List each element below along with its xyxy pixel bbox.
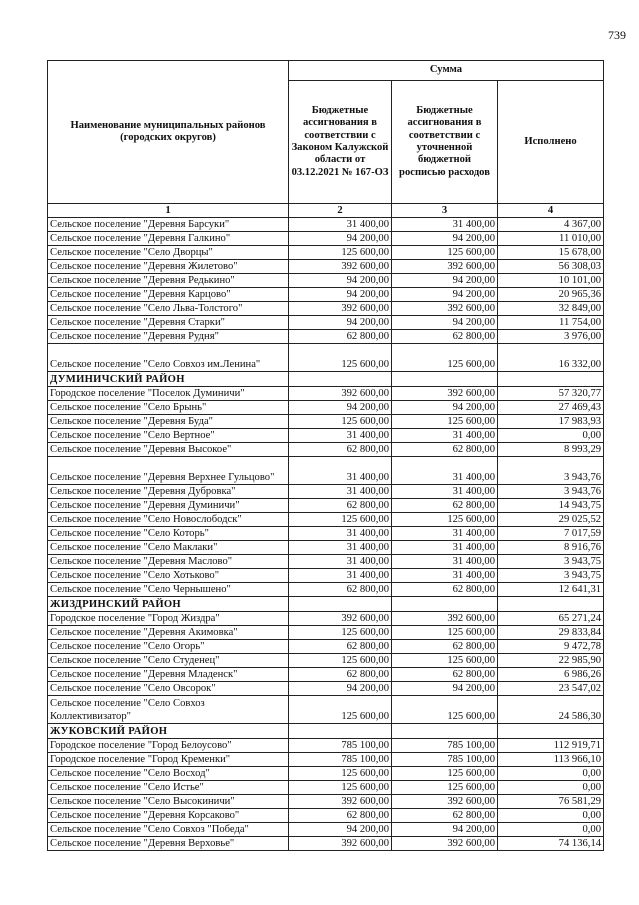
law-allocation-value: 62 800,00 — [289, 499, 392, 513]
table-body — [48, 218, 604, 851]
settlement-name: Сельское поселение "Деревня Буда" — [48, 415, 289, 429]
table-row — [48, 344, 604, 372]
header-summa: Сумма — [289, 61, 604, 81]
executed-value: 24 586,30 — [498, 696, 604, 724]
refined-allocation-value: 785 100,00 — [392, 739, 498, 753]
refined-allocation-value: 392 600,00 — [392, 260, 498, 274]
refined-allocation-value: 125 600,00 — [392, 654, 498, 668]
executed-value: 27 469,43 — [498, 401, 604, 415]
empty-cell — [392, 597, 498, 612]
empty-cell — [289, 724, 392, 739]
settlement-name: Сельское поселение "Деревня Жилетово" — [48, 260, 289, 274]
table-row — [48, 682, 604, 696]
table-row — [48, 218, 604, 232]
table-row — [48, 246, 604, 260]
table-row — [48, 232, 604, 246]
settlement-name: Сельское поселение "Деревня Рудня" — [48, 330, 289, 344]
executed-value: 29 833,84 — [498, 626, 604, 640]
refined-allocation-value: 125 600,00 — [392, 626, 498, 640]
executed-value: 15 678,00 — [498, 246, 604, 260]
table-row — [48, 583, 604, 597]
executed-value: 113 966,10 — [498, 753, 604, 767]
table-row — [48, 274, 604, 288]
table-row — [48, 415, 604, 429]
table-row — [48, 767, 604, 781]
refined-allocation-value: 392 600,00 — [392, 387, 498, 401]
executed-value: 12 641,31 — [498, 583, 604, 597]
settlement-name: Сельское поселение "Село Совхоз Коллективизатор" — [48, 696, 289, 724]
settlement-name: Городское поселение "Поселок Думиничи" — [48, 387, 289, 401]
table-row — [48, 555, 604, 569]
header-refined-allocations: Бюджетные ассигнования в соответствии с уточненной бюджетной росписью расходов — [392, 81, 498, 204]
refined-allocation-value: 392 600,00 — [392, 795, 498, 809]
law-allocation-value: 392 600,00 — [289, 837, 392, 851]
settlement-name: Сельское поселение "Село Которь" — [48, 527, 289, 541]
law-allocation-value: 94 200,00 — [289, 682, 392, 696]
header-law-allocations: Бюджетные ассигнования в соответствии с Законом Калужской области от 03.12.2021 № 167-ОЗ — [289, 81, 392, 204]
empty-cell — [498, 724, 604, 739]
refined-allocation-value: 62 800,00 — [392, 809, 498, 823]
executed-value: 65 271,24 — [498, 612, 604, 626]
settlement-name: Сельское поселение "Село Вертное" — [48, 429, 289, 443]
refined-allocation-value: 785 100,00 — [392, 753, 498, 767]
law-allocation-value: 392 600,00 — [289, 795, 392, 809]
law-allocation-value: 31 400,00 — [289, 541, 392, 555]
executed-value: 20 965,36 — [498, 288, 604, 302]
law-allocation-value: 31 400,00 — [289, 527, 392, 541]
district-section-row — [48, 597, 604, 612]
settlement-name: Сельское поселение "Село Высокиничи" — [48, 795, 289, 809]
settlement-name: Сельское поселение "Село Восход" — [48, 767, 289, 781]
executed-value: 0,00 — [498, 767, 604, 781]
law-allocation-value: 62 800,00 — [289, 809, 392, 823]
executed-value: 32 849,00 — [498, 302, 604, 316]
executed-value: 16 332,00 — [498, 344, 604, 372]
table-row — [48, 626, 604, 640]
settlement-name: Сельское поселение "Село Хотьково" — [48, 569, 289, 583]
table-row — [48, 823, 604, 837]
refined-allocation-value: 94 200,00 — [392, 316, 498, 330]
settlement-name: Сельское поселение "Село Новослободск" — [48, 513, 289, 527]
law-allocation-value: 94 200,00 — [289, 288, 392, 302]
refined-allocation-value: 31 400,00 — [392, 485, 498, 499]
law-allocation-value: 62 800,00 — [289, 330, 392, 344]
table-row — [48, 330, 604, 344]
executed-value: 3 943,76 — [498, 485, 604, 499]
table-row — [48, 541, 604, 555]
law-allocation-value: 62 800,00 — [289, 640, 392, 654]
table-row — [48, 260, 604, 274]
settlement-name: Сельское поселение "Деревня Верховье" — [48, 837, 289, 851]
executed-value: 76 581,29 — [498, 795, 604, 809]
law-allocation-value: 392 600,00 — [289, 387, 392, 401]
column-index: 4 — [498, 204, 604, 218]
executed-value: 7 017,59 — [498, 527, 604, 541]
law-allocation-value: 392 600,00 — [289, 260, 392, 274]
law-allocation-value: 125 600,00 — [289, 626, 392, 640]
refined-allocation-value: 62 800,00 — [392, 583, 498, 597]
refined-allocation-value: 31 400,00 — [392, 541, 498, 555]
table-row — [48, 485, 604, 499]
settlement-name: Сельское поселение "Деревня Старки" — [48, 316, 289, 330]
table-row — [48, 443, 604, 457]
refined-allocation-value: 392 600,00 — [392, 612, 498, 626]
refined-allocation-value: 31 400,00 — [392, 429, 498, 443]
settlement-name: Сельское поселение "Село Совхоз им.Ленина" — [48, 344, 289, 372]
settlement-name: Сельское поселение "Село Истье" — [48, 781, 289, 795]
executed-value: 0,00 — [498, 809, 604, 823]
district-section-row — [48, 372, 604, 387]
settlement-name: Сельское поселение "Село Брынь" — [48, 401, 289, 415]
table-row — [48, 696, 604, 724]
refined-allocation-value: 94 200,00 — [392, 288, 498, 302]
settlement-name: Сельское поселение "Деревня Маслово" — [48, 555, 289, 569]
law-allocation-value: 392 600,00 — [289, 302, 392, 316]
law-allocation-value: 62 800,00 — [289, 583, 392, 597]
table-row — [48, 612, 604, 626]
table-row — [48, 654, 604, 668]
refined-allocation-value: 94 200,00 — [392, 401, 498, 415]
refined-allocation-value: 125 600,00 — [392, 513, 498, 527]
settlement-name: Сельское поселение "Деревня Верхнее Гульцово" — [48, 457, 289, 485]
law-allocation-value: 31 400,00 — [289, 569, 392, 583]
table-row — [48, 387, 604, 401]
executed-value: 8 993,29 — [498, 443, 604, 457]
law-allocation-value: 31 400,00 — [289, 218, 392, 232]
empty-cell — [498, 372, 604, 387]
table-row — [48, 302, 604, 316]
refined-allocation-value: 31 400,00 — [392, 569, 498, 583]
executed-value: 11 010,00 — [498, 232, 604, 246]
settlement-name: Сельское поселение "Деревня Редькино" — [48, 274, 289, 288]
empty-cell — [289, 597, 392, 612]
table-row — [48, 401, 604, 415]
district-name: ЖУКОВСКИЙ РАЙОН — [48, 724, 289, 739]
table-row — [48, 668, 604, 682]
law-allocation-value: 785 100,00 — [289, 739, 392, 753]
settlement-name: Сельское поселение "Село Маклаки" — [48, 541, 289, 555]
refined-allocation-value: 125 600,00 — [392, 246, 498, 260]
executed-value: 112 919,71 — [498, 739, 604, 753]
table-row — [48, 837, 604, 851]
refined-allocation-value: 125 600,00 — [392, 344, 498, 372]
executed-value: 14 943,75 — [498, 499, 604, 513]
settlement-name: Сельское поселение "Село Совхоз "Победа" — [48, 823, 289, 837]
law-allocation-value: 125 600,00 — [289, 654, 392, 668]
settlement-name: Городское поселение "Город Кременки" — [48, 753, 289, 767]
law-allocation-value: 94 200,00 — [289, 316, 392, 330]
law-allocation-value: 31 400,00 — [289, 457, 392, 485]
settlement-name: Сельское поселение "Деревня Карцово" — [48, 288, 289, 302]
settlement-name: Сельское поселение "Деревня Думиничи" — [48, 499, 289, 513]
executed-value: 3 943,75 — [498, 555, 604, 569]
settlement-name: Городское поселение "Город Белоусово" — [48, 739, 289, 753]
refined-allocation-value: 94 200,00 — [392, 682, 498, 696]
executed-value: 11 754,00 — [498, 316, 604, 330]
page-number: 739 — [608, 28, 626, 42]
law-allocation-value: 392 600,00 — [289, 612, 392, 626]
table-row — [48, 569, 604, 583]
table-row — [48, 457, 604, 485]
executed-value: 0,00 — [498, 823, 604, 837]
executed-value: 29 025,52 — [498, 513, 604, 527]
district-section-row — [48, 724, 604, 739]
settlement-name: Сельское поселение "Деревня Младенск" — [48, 668, 289, 682]
executed-value: 57 320,77 — [498, 387, 604, 401]
executed-value: 56 308,03 — [498, 260, 604, 274]
settlement-name: Сельское поселение "Деревня Высокое" — [48, 443, 289, 457]
law-allocation-value: 125 600,00 — [289, 513, 392, 527]
refined-allocation-value: 31 400,00 — [392, 457, 498, 485]
refined-allocation-value: 94 200,00 — [392, 274, 498, 288]
empty-cell — [392, 372, 498, 387]
header-executed: Исполнено — [498, 81, 604, 204]
refined-allocation-value: 62 800,00 — [392, 668, 498, 682]
law-allocation-value: 785 100,00 — [289, 753, 392, 767]
executed-value: 4 367,00 — [498, 218, 604, 232]
column-index: 2 — [289, 204, 392, 218]
law-allocation-value: 125 600,00 — [289, 246, 392, 260]
refined-allocation-value: 392 600,00 — [392, 837, 498, 851]
executed-value: 22 985,90 — [498, 654, 604, 668]
settlement-name: Городское поселение "Город Жиздра" — [48, 612, 289, 626]
refined-allocation-value: 31 400,00 — [392, 527, 498, 541]
executed-value: 9 472,78 — [498, 640, 604, 654]
refined-allocation-value: 125 600,00 — [392, 781, 498, 795]
executed-value: 0,00 — [498, 781, 604, 795]
table-row — [48, 753, 604, 767]
table-row — [48, 429, 604, 443]
refined-allocation-value: 94 200,00 — [392, 823, 498, 837]
table-row — [48, 288, 604, 302]
law-allocation-value: 94 200,00 — [289, 274, 392, 288]
law-allocation-value: 94 200,00 — [289, 401, 392, 415]
empty-cell — [289, 372, 392, 387]
executed-value: 3 976,00 — [498, 330, 604, 344]
refined-allocation-value: 125 600,00 — [392, 696, 498, 724]
executed-value: 23 547,02 — [498, 682, 604, 696]
law-allocation-value: 62 800,00 — [289, 443, 392, 457]
refined-allocation-value: 62 800,00 — [392, 443, 498, 457]
table-row — [48, 499, 604, 513]
table-row — [48, 527, 604, 541]
header-name-column: Наименование муниципальных районов (городских округов) — [48, 61, 289, 204]
settlement-name: Сельское поселение "Село Дворцы" — [48, 246, 289, 260]
column-index: 3 — [392, 204, 498, 218]
law-allocation-value: 125 600,00 — [289, 696, 392, 724]
column-index: 1 — [48, 204, 289, 218]
law-allocation-value: 125 600,00 — [289, 767, 392, 781]
budget-table — [47, 60, 604, 851]
refined-allocation-value: 62 800,00 — [392, 640, 498, 654]
executed-value: 10 101,00 — [498, 274, 604, 288]
executed-value: 3 943,75 — [498, 569, 604, 583]
law-allocation-value: 125 600,00 — [289, 781, 392, 795]
refined-allocation-value: 62 800,00 — [392, 499, 498, 513]
district-name: ДУМИНИЧСКИЙ РАЙОН — [48, 372, 289, 387]
executed-value: 0,00 — [498, 429, 604, 443]
table-row — [48, 809, 604, 823]
refined-allocation-value: 392 600,00 — [392, 302, 498, 316]
settlement-name: Сельское поселение "Село Овсорок" — [48, 682, 289, 696]
law-allocation-value: 125 600,00 — [289, 415, 392, 429]
law-allocation-value: 94 200,00 — [289, 823, 392, 837]
settlement-name: Сельское поселение "Село Чернышено" — [48, 583, 289, 597]
executed-value: 17 983,93 — [498, 415, 604, 429]
settlement-name: Сельское поселение "Село Льва-Толстого" — [48, 302, 289, 316]
table-row — [48, 316, 604, 330]
settlement-name: Сельское поселение "Село Студенец" — [48, 654, 289, 668]
settlement-name: Сельское поселение "Деревня Галкино" — [48, 232, 289, 246]
refined-allocation-value: 94 200,00 — [392, 232, 498, 246]
refined-allocation-value: 125 600,00 — [392, 767, 498, 781]
refined-allocation-value: 62 800,00 — [392, 330, 498, 344]
law-allocation-value: 125 600,00 — [289, 344, 392, 372]
settlement-name: Сельское поселение "Деревня Барсуки" — [48, 218, 289, 232]
table-row — [48, 781, 604, 795]
law-allocation-value: 31 400,00 — [289, 485, 392, 499]
refined-allocation-value: 31 400,00 — [392, 218, 498, 232]
table-row — [48, 795, 604, 809]
settlement-name: Сельское поселение "Деревня Акимовка" — [48, 626, 289, 640]
law-allocation-value: 31 400,00 — [289, 429, 392, 443]
executed-value: 74 136,14 — [498, 837, 604, 851]
settlement-name: Сельское поселение "Село Огорь" — [48, 640, 289, 654]
refined-allocation-value: 125 600,00 — [392, 415, 498, 429]
law-allocation-value: 62 800,00 — [289, 668, 392, 682]
table-row — [48, 513, 604, 527]
refined-allocation-value: 31 400,00 — [392, 555, 498, 569]
executed-value: 3 943,76 — [498, 457, 604, 485]
settlement-name: Сельское поселение "Деревня Дубровка" — [48, 485, 289, 499]
table-row — [48, 640, 604, 654]
law-allocation-value: 31 400,00 — [289, 555, 392, 569]
table-row — [48, 739, 604, 753]
executed-value: 6 986,26 — [498, 668, 604, 682]
district-name: ЖИЗДРИНСКИЙ РАЙОН — [48, 597, 289, 612]
settlement-name: Сельское поселение "Деревня Корсаково" — [48, 809, 289, 823]
empty-cell — [498, 597, 604, 612]
empty-cell — [392, 724, 498, 739]
law-allocation-value: 94 200,00 — [289, 232, 392, 246]
executed-value: 8 916,76 — [498, 541, 604, 555]
